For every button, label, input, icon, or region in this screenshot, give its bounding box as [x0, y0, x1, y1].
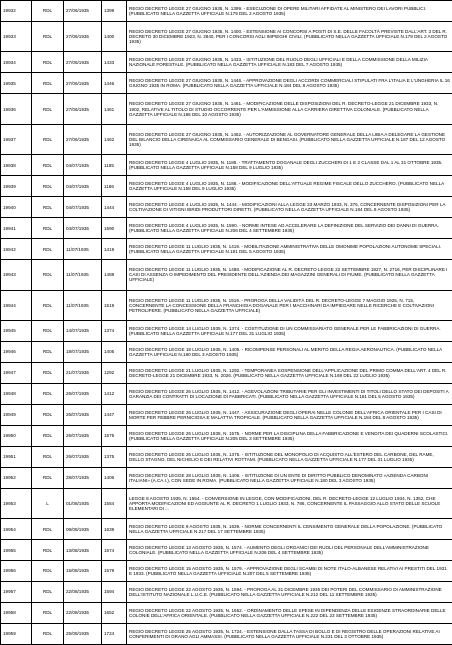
- table-row: [1, 425, 452, 446]
- act-number-cell: 1406: [102, 467, 127, 488]
- act-date-cell: 04/07/1935: [64, 155, 102, 176]
- record-number-cell: 19936: [1, 94, 32, 124]
- table-row: [1, 176, 452, 197]
- act-title-cell: REGIO DECRETO LEGGE 11 LUGLIO 1935, N. 1419. - MOBILITAZIONE AMMINISTRATIVA DELLE OMONIME POPOLAZIONI AUTONOME SPECIALI. (PUBBLICATO NELLA GAZZETTA UFFICIALE N.181 DEL 5 AGOSTO 1935): [127, 239, 452, 260]
- act-number-cell: 1444: [102, 197, 127, 218]
- act-type-cell: RDL: [32, 73, 64, 94]
- act-title-cell: REGIO DECRETO LEGGE 26 LUGLIO 1935, N. 1412. - AGEVOLAZIONI TRIBUTARIE PER GLI INVESTIMENTI DI TITOLI DELLO STATO DEI DEPOSITI A GARANZIA DEI CONTRATTI DI LOCAZIONE DI FABBRICATI. (PUBBLICATO NELLA GAZZETTA UFFICIALE N.181 DEL 5 AGOSTO 1935): [127, 383, 452, 404]
- act-title-cell: LEGGE 8 AGOSTO 1935, N. 1554. - CONVERSIONE IN LEGGE, CON MODIFICAZIONI, DEL R. DECRETO-LEGGE 12 LUGLIO 1934, N. 1352, CHE APPORTA MODIFICAZIONI ED AGGIUNTE AL R. DECRETO 1 LUGLIO 1933, N. 786, CONCERNENTE IL PASSAGGIO ALLO STATO DELLE SCUOLE ELEMENTARI DI ...: [127, 488, 452, 518]
- table-row: [1, 124, 452, 154]
- act-date-cell: 04/07/1935: [64, 197, 102, 218]
- record-number-cell: 19958: [1, 602, 32, 623]
- table-body: [1, 1, 452, 645]
- act-number-cell: 1639: [102, 519, 127, 540]
- table-row: [1, 342, 452, 363]
- table-row: [1, 94, 452, 124]
- act-number-cell: 1594: [102, 582, 127, 603]
- act-title-cell: REGIO DECRETO LEGGE 27 GIUGNO 1935, N. 1461. - MODIFICAZIONE DELLE DISPOSIZIONI DEL R. DECRETO-LEGGE 21 DICEMBRE 1933, N. 1902, RELATIVE AL TITOLO DI STUDIO OCCORRENTE PER L'AMMISSIONE ALLA CARRIERA DIRETTIVA COLONIALE. (PUBBLICATO NELLA GAZZETTA UFFICIALE N.186 DEL 10 AGOSTO 1935): [127, 94, 452, 124]
- table-row: [1, 404, 452, 425]
- table-row: [1, 21, 452, 51]
- act-date-cell: 27/06/1935: [64, 94, 102, 124]
- record-number-cell: 19945: [1, 321, 32, 342]
- record-number-cell: 19949: [1, 404, 32, 425]
- act-number-cell: 1433: [102, 52, 127, 73]
- table-row: [1, 218, 452, 239]
- act-number-cell: 1447: [102, 404, 127, 425]
- act-number-cell: 1412: [102, 383, 127, 404]
- table-row: [1, 239, 452, 260]
- act-type-cell: L: [32, 488, 64, 518]
- act-title-cell: REGIO DECRETO LEGGE 18 LUGLIO 1935, N. 1405. - RICOMPENSE PERSONALI AL MERITO DELLA REGIA AERONAUTICA. (PUBBLICATO NELLA GAZZETTA UFFICIALE N.180 DEL 3 AGOSTO 1935): [127, 342, 452, 363]
- record-number-cell: 19932: [1, 1, 32, 22]
- table-row: [1, 582, 452, 603]
- table-row: [1, 519, 452, 540]
- act-title-cell: REGIO DECRETO LEGGE 4 LUGLIO 1935, N. 1185. - TRATTAMENTO DOGANALE DEGLI ZUCCHERI DI 1 E 2 CLASSE DAL 1 AL 31 OTTOBRE 1935. (PUBBLICATO NELLA GAZZETTA UFFICIALE N.158 DEL 9 LUGLIO 1935): [127, 155, 452, 176]
- record-number-cell: 19951: [1, 446, 32, 467]
- act-number-cell: 1724: [102, 623, 127, 644]
- record-number-cell: 19933: [1, 21, 32, 51]
- act-date-cell: 26/07/1935: [64, 425, 102, 446]
- act-type-cell: RDL: [32, 519, 64, 540]
- act-title-cell: REGIO DECRETO LEGGE 15 AGOSTO 1935, N. 1579. - APPROVAZIONE DEGLI SCAMBI DI NOTE ITALO-ALBANESE RELATIVI AI PRESTITI DEL 1931 E 1933. (PUBBLICATO NELLA GAZZETTA UFFICIALE N.207 DEL 5 SETTEMBRE 1935): [127, 561, 452, 582]
- record-number-cell: 19952: [1, 467, 32, 488]
- act-type-cell: RDL: [32, 362, 64, 383]
- record-number-cell: 19942: [1, 239, 32, 260]
- act-date-cell: 27/06/1935: [64, 124, 102, 154]
- act-date-cell: 27/06/1935: [64, 21, 102, 51]
- act-title-cell: REGIO DECRETO LEGGE 22 AGOSTO 1935, N. 1594. - PROROGA AL 31 DICEMBRE 1935 DEI POTERI DEL COMMISSARIO DI AMMINISTRAZIONE DELL'ISTITUTO NAZIONALE L.U.C.E. (PUBBLICATO NELLA GAZZETTA UFFICIALE N.212 DEL 11 SETTEMBRE 1935): [127, 582, 452, 603]
- act-number-cell: 1579: [102, 561, 127, 582]
- act-date-cell: 11/07/1935: [64, 260, 102, 290]
- act-title-cell: REGIO DECRETO LEGGE 27 GIUGNO 1935, N. 1433. - ISTITUZIONE DEL RUOLO DEGLI UFFICIALI E DELLA COMMISSIONE DELLA MILIZIA NAZIONALE FORESTALE. (PUBBLICATO NELLA GAZZETTA UFFICIALE N.183 DEL 7 AGOSTO 1935): [127, 52, 452, 73]
- act-number-cell: 1374: [102, 321, 127, 342]
- record-number-cell: 19940: [1, 197, 32, 218]
- act-type-cell: RDL: [32, 124, 64, 154]
- record-number-cell: 19934: [1, 52, 32, 73]
- table-row: [1, 290, 452, 320]
- act-number-cell: 1446: [102, 73, 127, 94]
- act-title-cell: REGIO DECRETO LEGGE 4 LUGLIO 1935, N. 1186. - MODIFICAZIONE DELL'ATTUALE REGIME FISCALE DELLO ZUCCHERO. (PUBBLICATO NELLA GAZZETTA UFFICIALE N.158 DEL 9 LUGLIO 1935): [127, 176, 452, 197]
- record-number-cell: 19941: [1, 218, 32, 239]
- act-title-cell: REGIO DECRETO LEGGE 21 LUGLIO 1935, N. 1292. - TEMPORANEA SOSPENSIONE DELL'APPLICAZIONE DEL PRIMO COMMA DELL'ART. 4 DEL R. DECRETO-LEGGE 21 DICEMBRE 1933, N. 2026. (PUBBLICATO NELLA GAZZETTA UFFICIALE N.169 DEL 22 LUGLIO 1935): [127, 362, 452, 383]
- act-date-cell: 27/06/1935: [64, 52, 102, 73]
- act-date-cell: 22/08/1935: [64, 582, 102, 603]
- act-title-cell: REGIO DECRETO LEGGE 26 LUGLIO 1935, N. 1375. - ISTITUZIONE DEL MONOPOLIO DI ACQUISTO ALL'ESTERO DEL CARBONE, DEL RAME, DELLO STAGNO, DEL NICHELIO E DEI RELATIVI ROTTAMI. (PUBBLICATO NELLA GAZZETTA UFFICIALE N.177 DEL 31 LUGLIO 1935): [127, 446, 452, 467]
- act-number-cell: 1399: [102, 1, 127, 22]
- act-type-cell: RDL: [32, 197, 64, 218]
- act-date-cell: 01/08/1935: [64, 488, 102, 518]
- record-number-cell: 19947: [1, 362, 32, 383]
- act-number-cell: 1590: [102, 218, 127, 239]
- table-row: [1, 467, 452, 488]
- act-title-cell: REGIO DECRETO LEGGE 4 LUGLIO 1935, N. 1444. - MODIFICAZIONI ALLA LEGGE 23 MARZO 1933, N. 376, CONCERNENTE DISPOSIZIONI PER LA COLTIVAZIONE DI VITIGNI IBRIDI PRODUTTORI DIRETTI. (PUBBLICATO NELLA GAZZETTA UFFICIALE N.184 DEL 8 AGOSTO 1935): [127, 197, 452, 218]
- record-number-cell: 19956: [1, 561, 32, 582]
- act-number-cell: 1461: [102, 94, 127, 124]
- act-title-cell: REGIO DECRETO LEGGE 22 AGOSTO 1935, N. 1652. - ORDINAMENTO DELLE SPESE IN DIPENDENZA DELLE ESIGENZE STRAORDINARIE DELLE COLONIE DELL'AFRICA ORIENTALE. (PUBBLICATO NELLA GAZZETTA UFFICIALE N.222 DEL 23 SETTEMBRE 1935): [127, 602, 452, 623]
- act-number-cell: 1419: [102, 239, 127, 260]
- table-row: [1, 488, 452, 518]
- act-date-cell: 11/07/1935: [64, 239, 102, 260]
- act-title-cell: REGIO DECRETO LEGGE 9 AGOSTO 1935, N. 1639. - NORME CONCERNENTI IL CENSIMENTO GENERALE DELLA POPOLAZIONE. (PUBBLICATO NELLA GAZZETTA UFFICIALE N.217 DEL 17 SETTEMBRE 1935): [127, 519, 452, 540]
- act-date-cell: 04/07/1935: [64, 218, 102, 239]
- record-number-cell: 19948: [1, 383, 32, 404]
- act-type-cell: RDL: [32, 290, 64, 320]
- act-date-cell: 14/07/1935: [64, 321, 102, 342]
- record-number-cell: 19953: [1, 488, 32, 518]
- record-number-cell: 19950: [1, 425, 32, 446]
- table-row: [1, 260, 452, 290]
- act-type-cell: RDL: [32, 52, 64, 73]
- act-type-cell: RDL: [32, 176, 64, 197]
- table-row: [1, 540, 452, 561]
- act-number-cell: 1519: [102, 290, 127, 320]
- act-type-cell: RDL: [32, 602, 64, 623]
- act-date-cell: 13/08/1935: [64, 540, 102, 561]
- record-number-cell: 19937: [1, 124, 32, 154]
- table-row: [1, 321, 452, 342]
- act-number-cell: 1462: [102, 124, 127, 154]
- act-type-cell: RDL: [32, 1, 64, 22]
- act-title-cell: REGIO DECRETO LEGGE 14 LUGLIO 1935, N. 1374. - COSTITUZIONE DI UN COMMISSARIATO GENERALE PER LE FABBRICAZIONI DI GUERRA. (PUBBLICATO NELLA GAZZETTA UFFICIALE N.177 DEL 31 LUGLIO 1935): [127, 321, 452, 342]
- act-type-cell: RDL: [32, 467, 64, 488]
- act-number-cell: 1292: [102, 362, 127, 383]
- table-row: [1, 362, 452, 383]
- act-number-cell: 1186: [102, 176, 127, 197]
- act-number-cell: 1574: [102, 540, 127, 561]
- record-number-cell: 19955: [1, 540, 32, 561]
- table-row: [1, 383, 452, 404]
- act-number-cell: 1554: [102, 488, 127, 518]
- act-date-cell: 11/07/1935: [64, 290, 102, 320]
- act-title-cell: REGIO DECRETO LEGGE 26 LUGLIO 1935, N. 1447. - ASSICURAZIONE DEGLI OPERAI NELLE COLONIE DELL'AFRICA ORIENTALE PER I CASI DI MORTE PER FEBBRE PERNICIOSA E MALATTIA TROPICALE. (PUBBLICATO NELLA GAZZETTA UFFICIALE N.184 DEL 8 AGOSTO 1935): [127, 404, 452, 425]
- act-type-cell: RDL: [32, 21, 64, 51]
- act-type-cell: RDL: [32, 342, 64, 363]
- act-type-cell: RDL: [32, 623, 64, 644]
- act-title-cell: REGIO DECRETO LEGGE 27 GIUGNO 1935, N. 1446. - APPROVAZIONE DEGLI ACCORDI COMMERCIALI STIPULATI FRA L'ITALIA E L'UNGHERIA IL 16 GIUGNO 1935 IN ROMA. (PUBBLICATO NELLA GAZZETTA UFFICIALE N.184 DEL 8 AGOSTO 1935): [127, 73, 452, 94]
- act-date-cell: 26/07/1935: [64, 446, 102, 467]
- act-type-cell: RDL: [32, 218, 64, 239]
- table-row: [1, 197, 452, 218]
- act-title-cell: REGIO DECRETO LEGGE 27 GIUGNO 1935, N. 1400. - ESTENSIONE AI CONCORSI A POSTI DI S.E. DELLE FACOLTÀ PREVISTE DALL'ART. 3 DEL R. DECRETO 30 DICEMBRE 1923, N. 2840, PER I CONCORSI AGLI IMPIEGHI CIVILI. (PUBBLICATO NELLA GAZZETTA UFFICIALE N.179 DEL 2 AGOSTO 1935): [127, 21, 452, 51]
- act-title-cell: REGIO DECRETO LEGGE 4 LUGLIO 1935, N. 1590. - NORME INTESE AD ACCELERARE LA DEFINIZIONE DEL SERVIZIO DEI DANNI DI GUERRA. (PUBBLICATO NELLA GAZZETTA UFFICIALE N.206 DEL 4 SETTEMBRE 1935): [127, 218, 452, 239]
- table-row: [1, 623, 452, 644]
- act-title-cell: REGIO DECRETO LEGGE 11 LUGLIO 1935, N. 1519. - PROROGA DELLA VALIDITÀ DEL R. DECRETO-LEGGE 7 MAGGIO 1925, N. 715, CONCERNENTE LA CONCESSIONE DELLA FRANCHIGIA DOGANALE PER I MACCHINARI DA IMPIEGARE NELLE RICERCHE E COLTIVAZIONI PETROLIFERE. (PUBBLICATO NELLA GAZZETTA UFFICIALE): [127, 290, 452, 320]
- act-date-cell: 28/07/1935: [64, 467, 102, 488]
- act-date-cell: 27/06/1935: [64, 73, 102, 94]
- record-number-cell: 19938: [1, 155, 32, 176]
- act-title-cell: REGIO DECRETO LEGGE 11 LUGLIO 1935, N. 1488. - MODIFICAZIONE AL R. DECRETO LEGGE 22 SETTEMBRE 1927, N. 2716, PER DISCIPLINARE I CASI DI ASSENZA O IMPEDIMENTO DEL PRESIDENTE DELL'AZIENDA DEI MAGAZZINI GENERALI DI FIUME. (PUBBLICATO NELLA GAZZETTA UFFICIALE): [127, 260, 452, 290]
- act-date-cell: 04/07/1935: [64, 176, 102, 197]
- act-title-cell: REGIO DECRETO LEGGE 27 GIUGNO 1935, N. 1399. - ESECUZIONE DI OPERE MILITARI AFFIDATE AL MINISTERO DEI LAVORI PUBBLICI. (PUBBLICATO NELLA GAZZETTA UFFICIALE N.179 DEL 2 AGOSTO 1935): [127, 1, 452, 22]
- act-date-cell: 09/08/1935: [64, 519, 102, 540]
- act-date-cell: 18/07/1935: [64, 342, 102, 363]
- act-date-cell: 27/06/1935: [64, 1, 102, 22]
- act-number-cell: 1375: [102, 446, 127, 467]
- act-date-cell: 26/07/1935: [64, 383, 102, 404]
- act-type-cell: RDL: [32, 239, 64, 260]
- record-number-cell: 19939: [1, 176, 32, 197]
- table-row: [1, 446, 452, 467]
- act-type-cell: RDL: [32, 404, 64, 425]
- act-title-cell: REGIO DECRETO LEGGE 26 LUGLIO 1935, N. 1575. - NORME PER LA DISCIPLINA DELLA FABBRICAZIONE E VENDITA DEI QUADERNI SCOLASTICI. (PUBBLICATO NELLA GAZZETTA UFFICIALE N.205 DEL 3 SETTEMBRE 1935): [127, 425, 452, 446]
- act-type-cell: RDL: [32, 321, 64, 342]
- act-number-cell: 1652: [102, 602, 127, 623]
- record-number-cell: 19954: [1, 519, 32, 540]
- table-row: [1, 52, 452, 73]
- record-number-cell: 19944: [1, 290, 32, 320]
- act-type-cell: RDL: [32, 155, 64, 176]
- record-number-cell: 19946: [1, 342, 32, 363]
- act-title-cell: REGIO DECRETO LEGGE 28 LUGLIO 1935, N. 1406. - ISTITUZIONE DI UN ENTE DI DIRITTO PUBBLICO DENOMINATO «AZIENDA CARBONI ITALIANI» (A.CA.I.), CON SEDE IN ROMA. (PUBBLICATO NELLA GAZZETTA UFFICIALE N.180 DEL 3 AGOSTO 1935): [127, 467, 452, 488]
- act-type-cell: RDL: [32, 446, 64, 467]
- act-number-cell: 1185: [102, 155, 127, 176]
- act-type-cell: RDL: [32, 582, 64, 603]
- act-type-cell: RDL: [32, 425, 64, 446]
- act-title-cell: REGIO DECRETO LEGGE 27 GIUGNO 1935, N. 1462. - AUTORIZZAZIONE AL GOVERNATORE GENERALE DELLA LIBIA A DELEGARE LA GESTIONE DEL BILANCIO DELLA CIRENAICA AL COMMISSARIO GENERALE DI BENGASI. (PUBBLICATO NELLA GAZZETTA UFFICIALE N.187 DEL 12 AGOSTO 1935): [127, 124, 452, 154]
- act-date-cell: 22/08/1935: [64, 602, 102, 623]
- act-date-cell: 21/07/1935: [64, 362, 102, 383]
- act-type-cell: RDL: [32, 561, 64, 582]
- record-number-cell: 19957: [1, 582, 32, 603]
- table-row: [1, 155, 452, 176]
- record-number-cell: 19943: [1, 260, 32, 290]
- act-type-cell: RDL: [32, 383, 64, 404]
- act-number-cell: 1488: [102, 260, 127, 290]
- act-date-cell: 26/07/1935: [64, 404, 102, 425]
- act-type-cell: RDL: [32, 260, 64, 290]
- act-title-cell: REGIO DECRETO LEGGE 13 AGOSTO 1935, N. 1574. - AUMENTO DEGLI ORGANICI DEI RUOLI DEL PERSONALE DELL'AMMINISTRAZIONE COLONIALE. (PUBBLICATO NELLA GAZZETTA UFFICIALE N.206 DEL 4 SETTEMBRE 1935): [127, 540, 452, 561]
- act-date-cell: 15/08/1935: [64, 561, 102, 582]
- table-row: [1, 73, 452, 94]
- record-number-cell: 19959: [1, 623, 32, 644]
- act-type-cell: RDL: [32, 540, 64, 561]
- record-number-cell: 19935: [1, 73, 32, 94]
- act-number-cell: 1405: [102, 342, 127, 363]
- table-row: [1, 561, 452, 582]
- act-number-cell: 1400: [102, 21, 127, 51]
- act-type-cell: RDL: [32, 94, 64, 124]
- table-row: [1, 1, 452, 22]
- act-number-cell: 1575: [102, 425, 127, 446]
- act-date-cell: 25/08/1935: [64, 623, 102, 644]
- act-title-cell: REGIO DECRETO LEGGE 25 AGOSTO 1935, N. 1724. - ESTENSIONE DALLA TASSA DI BOLLO E DI REGISTRO DELLE OPERAZIONI RELATIVE AI CONFERIMENTI DI GRANO AGLI AMMASSI. (PUBBLICATO NELLA GAZZETTA UFFICIALE N.231 DEL 3 OTTOBRE 1935): [127, 623, 452, 644]
- table-row: [1, 602, 452, 623]
